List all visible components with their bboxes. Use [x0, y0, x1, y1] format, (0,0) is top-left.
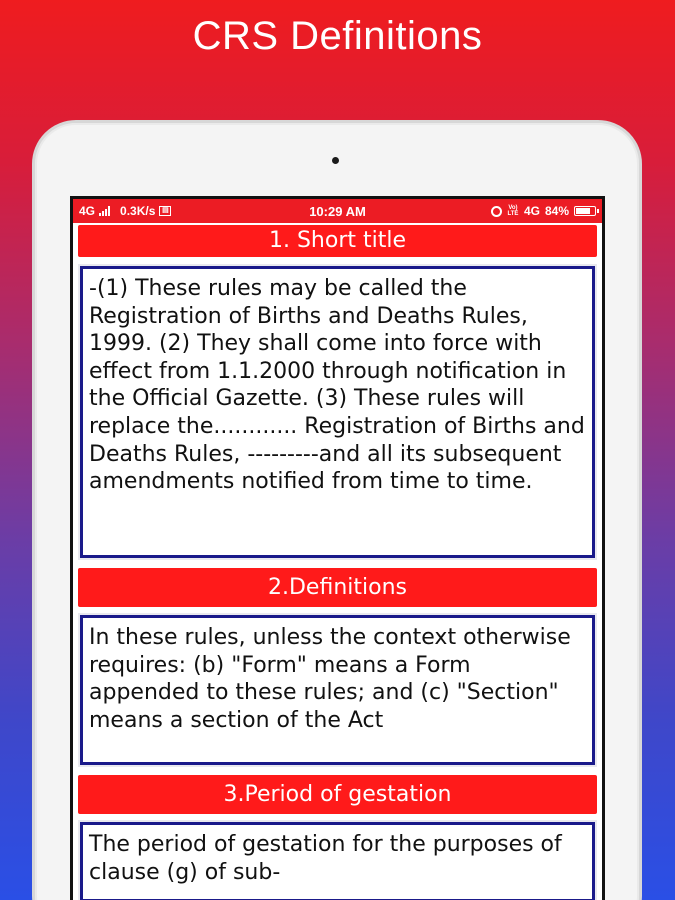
battery-fill [576, 208, 590, 214]
status-right [491, 204, 596, 218]
sim-icon: ▤ [159, 206, 171, 216]
section-body-short-title: -(1) These rules may be called the Registration of Births and Deaths Rules, 1999. (2) They shall come into force with effect from 1.1.2000 through notification in the Official Gazette. (3) These rules will replace the............ Registration of Births and Deaths Rules, ---------and all its subsequent amendments notified from time to time. [80, 266, 595, 558]
network-type: 4G [79, 204, 96, 218]
battery-percent: 84% [544, 204, 569, 218]
camera-icon [332, 157, 339, 164]
section-header-period-of-gestation[interactable]: 3.Period of gestation [78, 775, 597, 814]
alarm-icon [491, 206, 502, 217]
data-speed: 0.3K/s [120, 204, 156, 218]
app-screen [70, 196, 605, 900]
promo-title: CRS Definitions [192, 14, 483, 58]
section-header-definitions[interactable]: 2.Definitions [78, 568, 597, 607]
battery-icon [574, 206, 596, 216]
section-body-period-of-gestation: The period of gestation for the purposes of clause (g) of sub- [80, 822, 595, 900]
definitions-list[interactable] [73, 223, 602, 900]
section-body-definitions: In these rules, unless the context otherwise requires: (b) "Form" means a Form appended to these rules; and (c) "Section" means a section of the Act [80, 615, 595, 765]
volte-label: Vo) LTE [507, 205, 519, 217]
status-time: 10:29 AM [309, 203, 366, 219]
status-bar [73, 199, 602, 223]
signal-icon [99, 206, 110, 216]
section-header-short-title[interactable]: 1. Short title [78, 225, 597, 257]
network-type-right: 4G [523, 204, 540, 218]
status-left [79, 204, 171, 218]
